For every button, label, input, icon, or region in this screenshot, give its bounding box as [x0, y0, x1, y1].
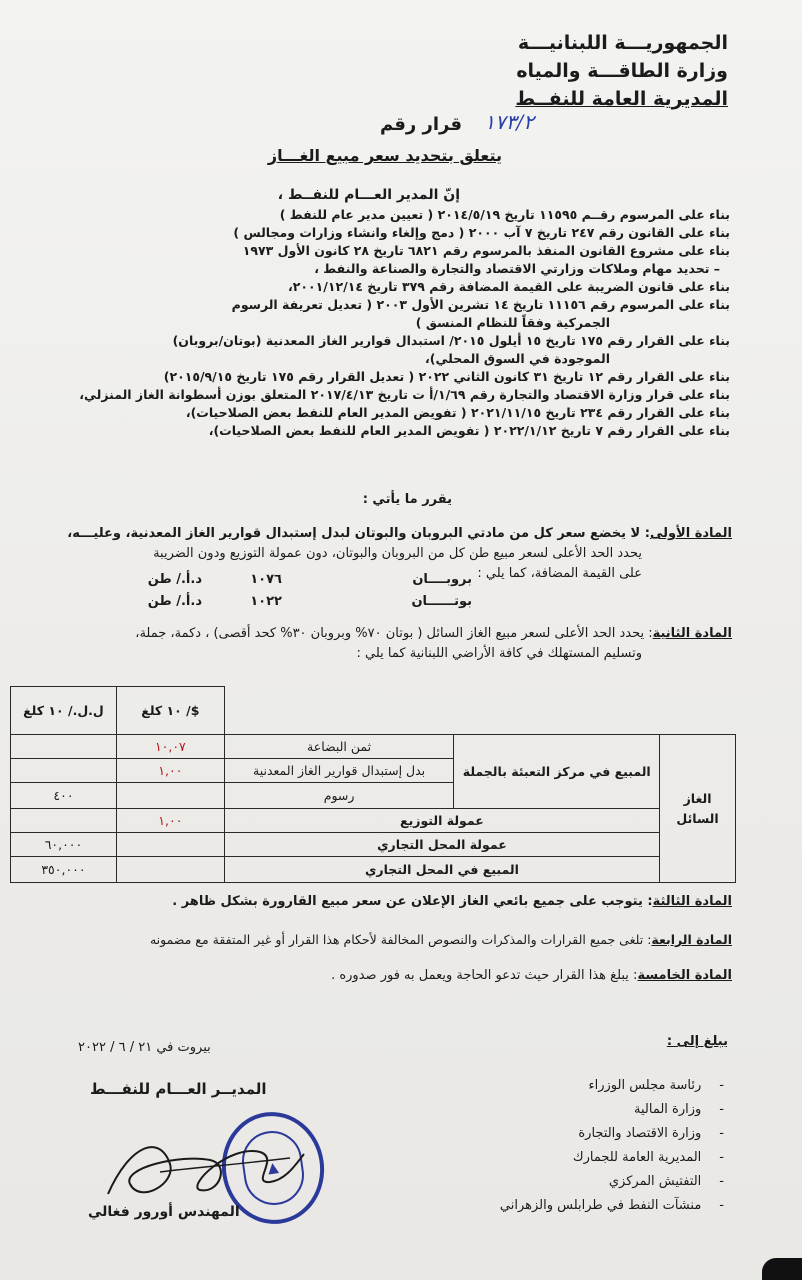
preamble-opening: إنّ المدير العـــام للنفــط ،	[277, 187, 460, 203]
row-usd	[116, 833, 224, 857]
decision-number: ١٧٣/٢	[484, 110, 534, 134]
preamble-line: الموجودة في السوق المحلي)،	[424, 351, 610, 366]
preamble-line: بناء على قرار وزارة الاقتصاد والتجارة رقم ١/٦٩/أ ت تاريخ ٢٠١٧/٤/١٣ المتعلق بوزن أسطوانة الغاز المنزلي،	[79, 387, 730, 402]
official-seal-icon: ▲	[215, 1105, 332, 1230]
row-usd: ١,٠٠	[116, 809, 224, 833]
article-2	[32, 624, 732, 664]
butane-name: بوتــــــان	[411, 594, 472, 609]
wholesale-label: المبيع في مركز التعبئة بالجملة	[454, 735, 660, 809]
propane-unit: د.أ./ طن	[147, 572, 202, 587]
header-directorate: المديرية العامة للنفــط	[515, 88, 728, 110]
list-item: - منشآت النفط في طرابلس والزهراني	[500, 1194, 724, 1218]
article-4-label: المادة الرابعة	[651, 932, 732, 947]
decision-label: قرار رقم	[379, 114, 462, 135]
preamble-line: بناء على المرسوم رقــم ١١٥٩٥ تاريخ ٢٠١٤/٥/١٩ ( تعيين مدير عام للنفط )	[279, 207, 730, 222]
row-lbp: ٦٠,٠٠٠	[11, 833, 117, 857]
header-republic: الجمهوريـــة اللبنانيـــة	[517, 32, 728, 54]
signer-title: المديــر العـــام للنفـــط	[90, 1080, 267, 1098]
preamble-line: بناء على المرسوم رقم ١١١٥٦ تاريخ ١٤ تشرين الأول ٢٠٠٣ ( تعديل تعريفة الرسوم	[231, 297, 730, 312]
preamble-line: بناء على مشروع القانون المنفذ بالمرسوم رقم ٦٨٢١ تاريخ ٢٨ كانون الأول ١٩٧٣	[242, 243, 730, 258]
butane-unit: د.أ./ طن	[147, 594, 202, 609]
col-lbp-header: ل.ل./ ١٠ كلغ	[11, 687, 117, 735]
article-1-line3: على القيمة المضافة، كما يلي :	[477, 566, 642, 581]
table-row	[11, 833, 736, 857]
table-row	[11, 809, 736, 833]
row-usd	[116, 783, 224, 809]
article-2-text: : يحدد الحد الأعلى لسعر مبيع الغاز السائل ( بوتان ٧٠% وبروبان ٣٠% كحد أقصى) ، دكمة، جملة،	[135, 626, 653, 641]
row-lbp: ٣٥٠,٠٠٠	[11, 857, 117, 883]
article-1-text: : لا يخضع سعر كل من مادتي البروبان والبوتان لبدل إستبدال قوارير الغاز المعدنية، وعليـــه،	[67, 526, 650, 541]
row-label: ثمن البضاعة	[224, 735, 454, 759]
propane-name: بروبــــان	[412, 572, 472, 587]
row-label: رسوم	[224, 783, 454, 809]
row-usd: ١٠,٠٧	[116, 735, 224, 759]
propane-price: ١٠٧٦	[250, 572, 282, 587]
article-1	[32, 524, 732, 584]
article-3-label: المادة الثالثة	[652, 894, 732, 909]
article-3	[32, 892, 732, 912]
row-lbp	[11, 735, 117, 759]
row-lbp	[11, 759, 117, 783]
row-lbp	[11, 809, 117, 833]
decides-heading: يقرر ما يأتي :	[362, 492, 452, 507]
row-label: المبيع في المحل التجاري	[224, 857, 659, 883]
header-ministry: وزارة الطاقـــة والمياه	[516, 60, 728, 82]
distribution-list	[500, 1074, 724, 1218]
article-4	[32, 930, 732, 950]
row-usd	[116, 857, 224, 883]
article-1-label: المادة الأولى	[649, 526, 732, 541]
screen-corner	[762, 1258, 802, 1280]
signer-name: المهندس أورور فغالي	[88, 1204, 240, 1220]
list-item: - رئاسة مجلس الوزراء	[500, 1074, 724, 1098]
article-1-line2: يحدد الحد الأعلى لسعر مبيع طن كل من البروبان والبوتان، دون عمولة التوزيع ودون الضريبة	[153, 546, 642, 561]
row-lbp: ٤٠٠	[11, 783, 117, 809]
preamble-line: بناء على القرار رقم ١٢ تاريخ ٣١ كانون الثاني ٢٠٢٢ ( تعديل القرار رقم ١٧٥ تاريخ ٢٠١٥/٩/١٥)	[163, 369, 730, 384]
price-table	[10, 686, 736, 883]
article-5	[32, 966, 732, 986]
preamble	[40, 186, 730, 440]
butane-price: ١٠٢٢	[250, 594, 282, 609]
article-3-text: : يتوجب على جميع بائعي الغاز الإعلان عن سعر مبيع القارورة بشكل ظاهر .	[172, 894, 653, 909]
table-header-row	[11, 687, 736, 735]
preamble-line: – تحديد مهام وملاكات وزارتي الاقتصاد والتجارة والصناعة والنفط ،	[314, 261, 720, 276]
liquid-gas-group: الغاز السائل	[660, 735, 736, 883]
list-item: - المديرية العامة للجمارك	[500, 1146, 724, 1170]
article-2-label: المادة الثانية	[652, 626, 732, 641]
preamble-line: بناء على قانون الضريبة على القيمة المضافة رقم ٣٧٩ تاريخ ٢٠٠١/١٢/١٤،	[288, 279, 730, 294]
article-4-text: : تلغى جميع القرارات والمذكرات والنصوص المخالفة لأحكام هذا القرار أو غير المتفقة مع مضمونه	[149, 932, 652, 947]
distribution-label: يبلغ إلى :	[666, 1034, 728, 1049]
row-label: بدل إستبدال قوارير الغاز المعدنية	[224, 759, 454, 783]
preamble-line: بناء على القانون رقم ٢٤٧ تاريخ ٧ آب ٢٠٠٠ ( دمج وإلغاء وانشاء وزارات ومجالس )	[233, 225, 730, 240]
article-5-label: المادة الخامسة	[637, 968, 732, 983]
list-item: - وزارة المالية	[500, 1098, 724, 1122]
list-item: - التفتيش المركزي	[500, 1170, 724, 1194]
issue-date: بيروت في ٢١ / ٦ / ٢٠٢٢	[78, 1040, 211, 1055]
article-5-text: : يبلغ هذا القرار حيث تدعو الحاجة ويعمل به فور صدوره .	[331, 968, 638, 983]
list-item: - وزارة الاقتصاد والتجارة	[500, 1122, 724, 1146]
row-usd: ١,٠٠	[116, 759, 224, 783]
table-row	[11, 857, 736, 883]
row-label: عمولة التوزيع	[224, 809, 659, 833]
col-usd-header: $/ ١٠ كلغ	[116, 687, 224, 735]
row-label: عمولة المحل التجاري	[224, 833, 659, 857]
handwritten-signature-icon	[100, 1124, 310, 1216]
decision-subject: يتعلق بتحديد سعر مبيع الغـــاز	[267, 146, 502, 165]
table-row	[11, 735, 736, 759]
article-2-line2: وتسليم المستهلك في كافة الأراضي اللبنانية كما يلي :	[356, 646, 642, 661]
preamble-line: بناء على القرار رقم ١٧٥ تاريخ ١٥ أيلول ٢٠١٥/ استبدال قوارير الغاز المعدنية (بوتان/بروبان)	[172, 333, 730, 348]
preamble-line: الجمركية وفقاً للنظام المنسق )	[415, 315, 610, 330]
preamble-line: بناء على القرار رقم ٧ تاريخ ٢٠٢٢/١/١٢ ( تفويض المدير العام للنفط بعض الصلاحيات)،	[208, 423, 730, 438]
preamble-line: بناء على القرار رقم ٢٣٤ تاريخ ٢٠٢١/١١/١٥ ( تفويض المدير العام للنفط بعض الصلاحيات)،	[185, 405, 730, 420]
